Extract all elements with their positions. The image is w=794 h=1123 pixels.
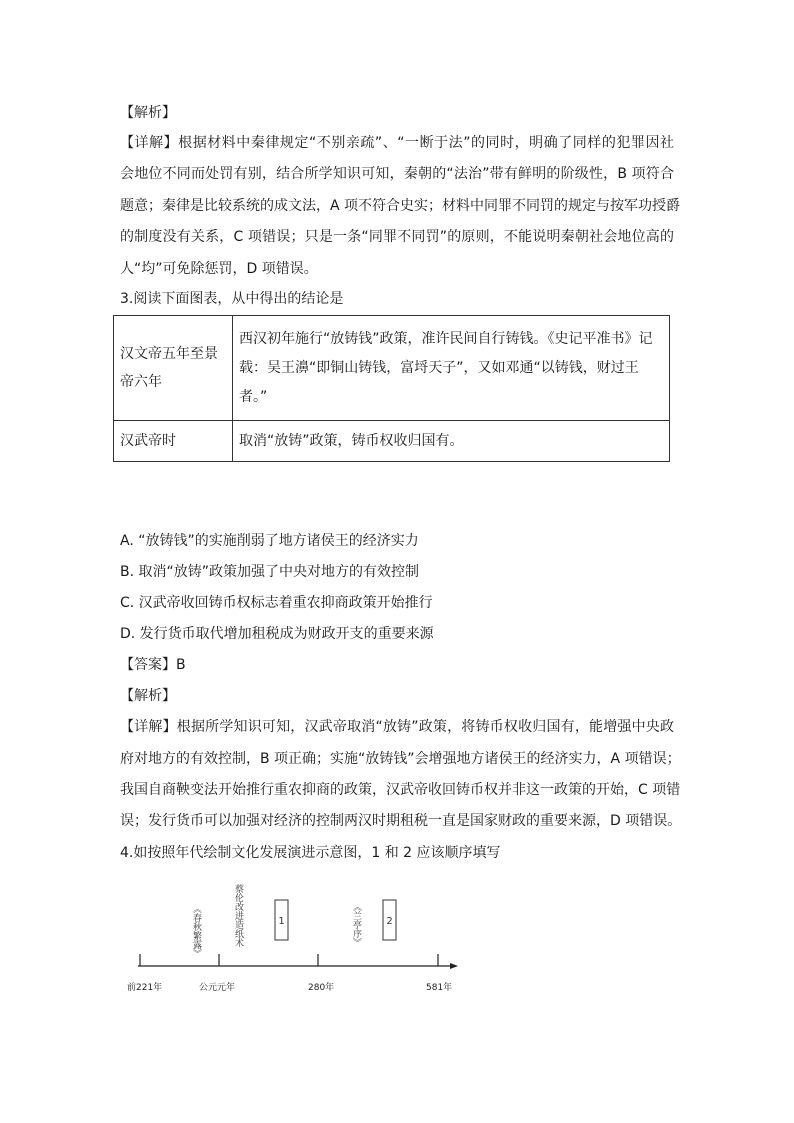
table-cell-content: 取消“放铸”政策，铸币权收归国有。 (233, 421, 670, 462)
label-chunqiu-fanlu: 《春秋繁露》 (191, 904, 201, 958)
option-d: D. 发行货币取代增加租税成为财政开支的重要来源 (120, 626, 434, 642)
table-row (114, 316, 670, 421)
cell-line: 汉文帝五年至景 (120, 346, 218, 362)
table-row (114, 421, 670, 462)
table-cell-period (114, 316, 233, 421)
culture-timeline-diagram (120, 878, 465, 998)
cell-line: 者。” (239, 388, 268, 405)
label-cailun-paper: 蔡伦改进造纸术 (233, 884, 243, 947)
jiexi-heading-1: 【解析】 (120, 105, 176, 121)
detail-line: 【详解】根据所学知识可知，汉武帝取消“放铸”政策，将铸币权收归国有，能增强中央政 (120, 719, 674, 735)
detail-line: 的制度没有关系，C 项错误；只是一条“同罪不同罚”的原则，不能说明秦朝社会地位高的 (120, 229, 674, 245)
blank-box-2-label: 2 (386, 916, 393, 927)
option-c: C. 汉武帝收回铸币权标志着重农抑商政策开始推行 (120, 595, 433, 611)
answer: 【答案】B (120, 657, 186, 673)
cell-line: 载：吴王濞“即铜山铸钱，富埒天子”，又如邓通“以铸钱，财过王 (239, 359, 639, 376)
option-a: A. “放铸钱”的实施削弱了地方诸侯王的经济实力 (120, 533, 419, 549)
detail-line: 府对地方的有效控制，B 项正确；实施“放铸钱”会增强地方诸侯王的经济实力，A 项错误； (120, 751, 681, 767)
blank-box-1-label: 1 (278, 916, 285, 927)
cell-line: 帝六年 (120, 374, 162, 390)
option-b: B. 取消“放铸”政策加强了中央对地方的有效控制 (120, 564, 420, 580)
detail-line: 人“均”可免除惩罚，D 项错误。 (120, 261, 318, 277)
question-4-stem: 4.如按照年代绘制文化发展演进示意图，1 和 2 应该顺序填写 (120, 845, 501, 861)
table-cell-period: 汉武帝时 (114, 421, 233, 462)
question-3-stem: 3.阅读下面图表，从中得出的结论是 (120, 291, 344, 307)
table-cell-content (233, 316, 670, 421)
label-lanting-xu: 《兰亭序》 (351, 902, 361, 947)
detail-line: 我国自商鞅变法开始推行重农抑商的政策，汉武帝收回铸币权并非这一政策的开始，C 项错 (120, 782, 681, 798)
timeline-arrow (450, 963, 458, 969)
tick-label: 581年 (426, 983, 453, 993)
tick-label: 公元元年 (199, 983, 236, 993)
tick-label: 前221年 (127, 983, 163, 993)
q3-table (113, 315, 670, 462)
detail-line: 【详解】根据材料中秦律规定“不别亲疏”、“一断于法”的同时，明确了同样的犯罪因社 (120, 135, 674, 151)
detail-line: 误；发行货币可以加强对经济的控制两汉时期租税一直是国家财政的重要来源，D 项错误。 (120, 813, 682, 829)
jiexi-heading-2: 【解析】 (120, 688, 176, 704)
tick-label: 280年 (308, 983, 335, 993)
detail-line: 会地位不同而处罚有别，结合所学知识可知，秦朝的“法治”带有鲜明的阶级性，B 项符合 (120, 166, 674, 182)
cell-line: 西汉初年施行“放铸钱”政策，准许民间自行铸钱。《史记平准书》记 (239, 330, 653, 347)
detail-line: 题意；秦律是比较系统的成文法，A 项不符合史实；材料中同罪不同罚的规定与按军功授爵 (120, 198, 681, 214)
